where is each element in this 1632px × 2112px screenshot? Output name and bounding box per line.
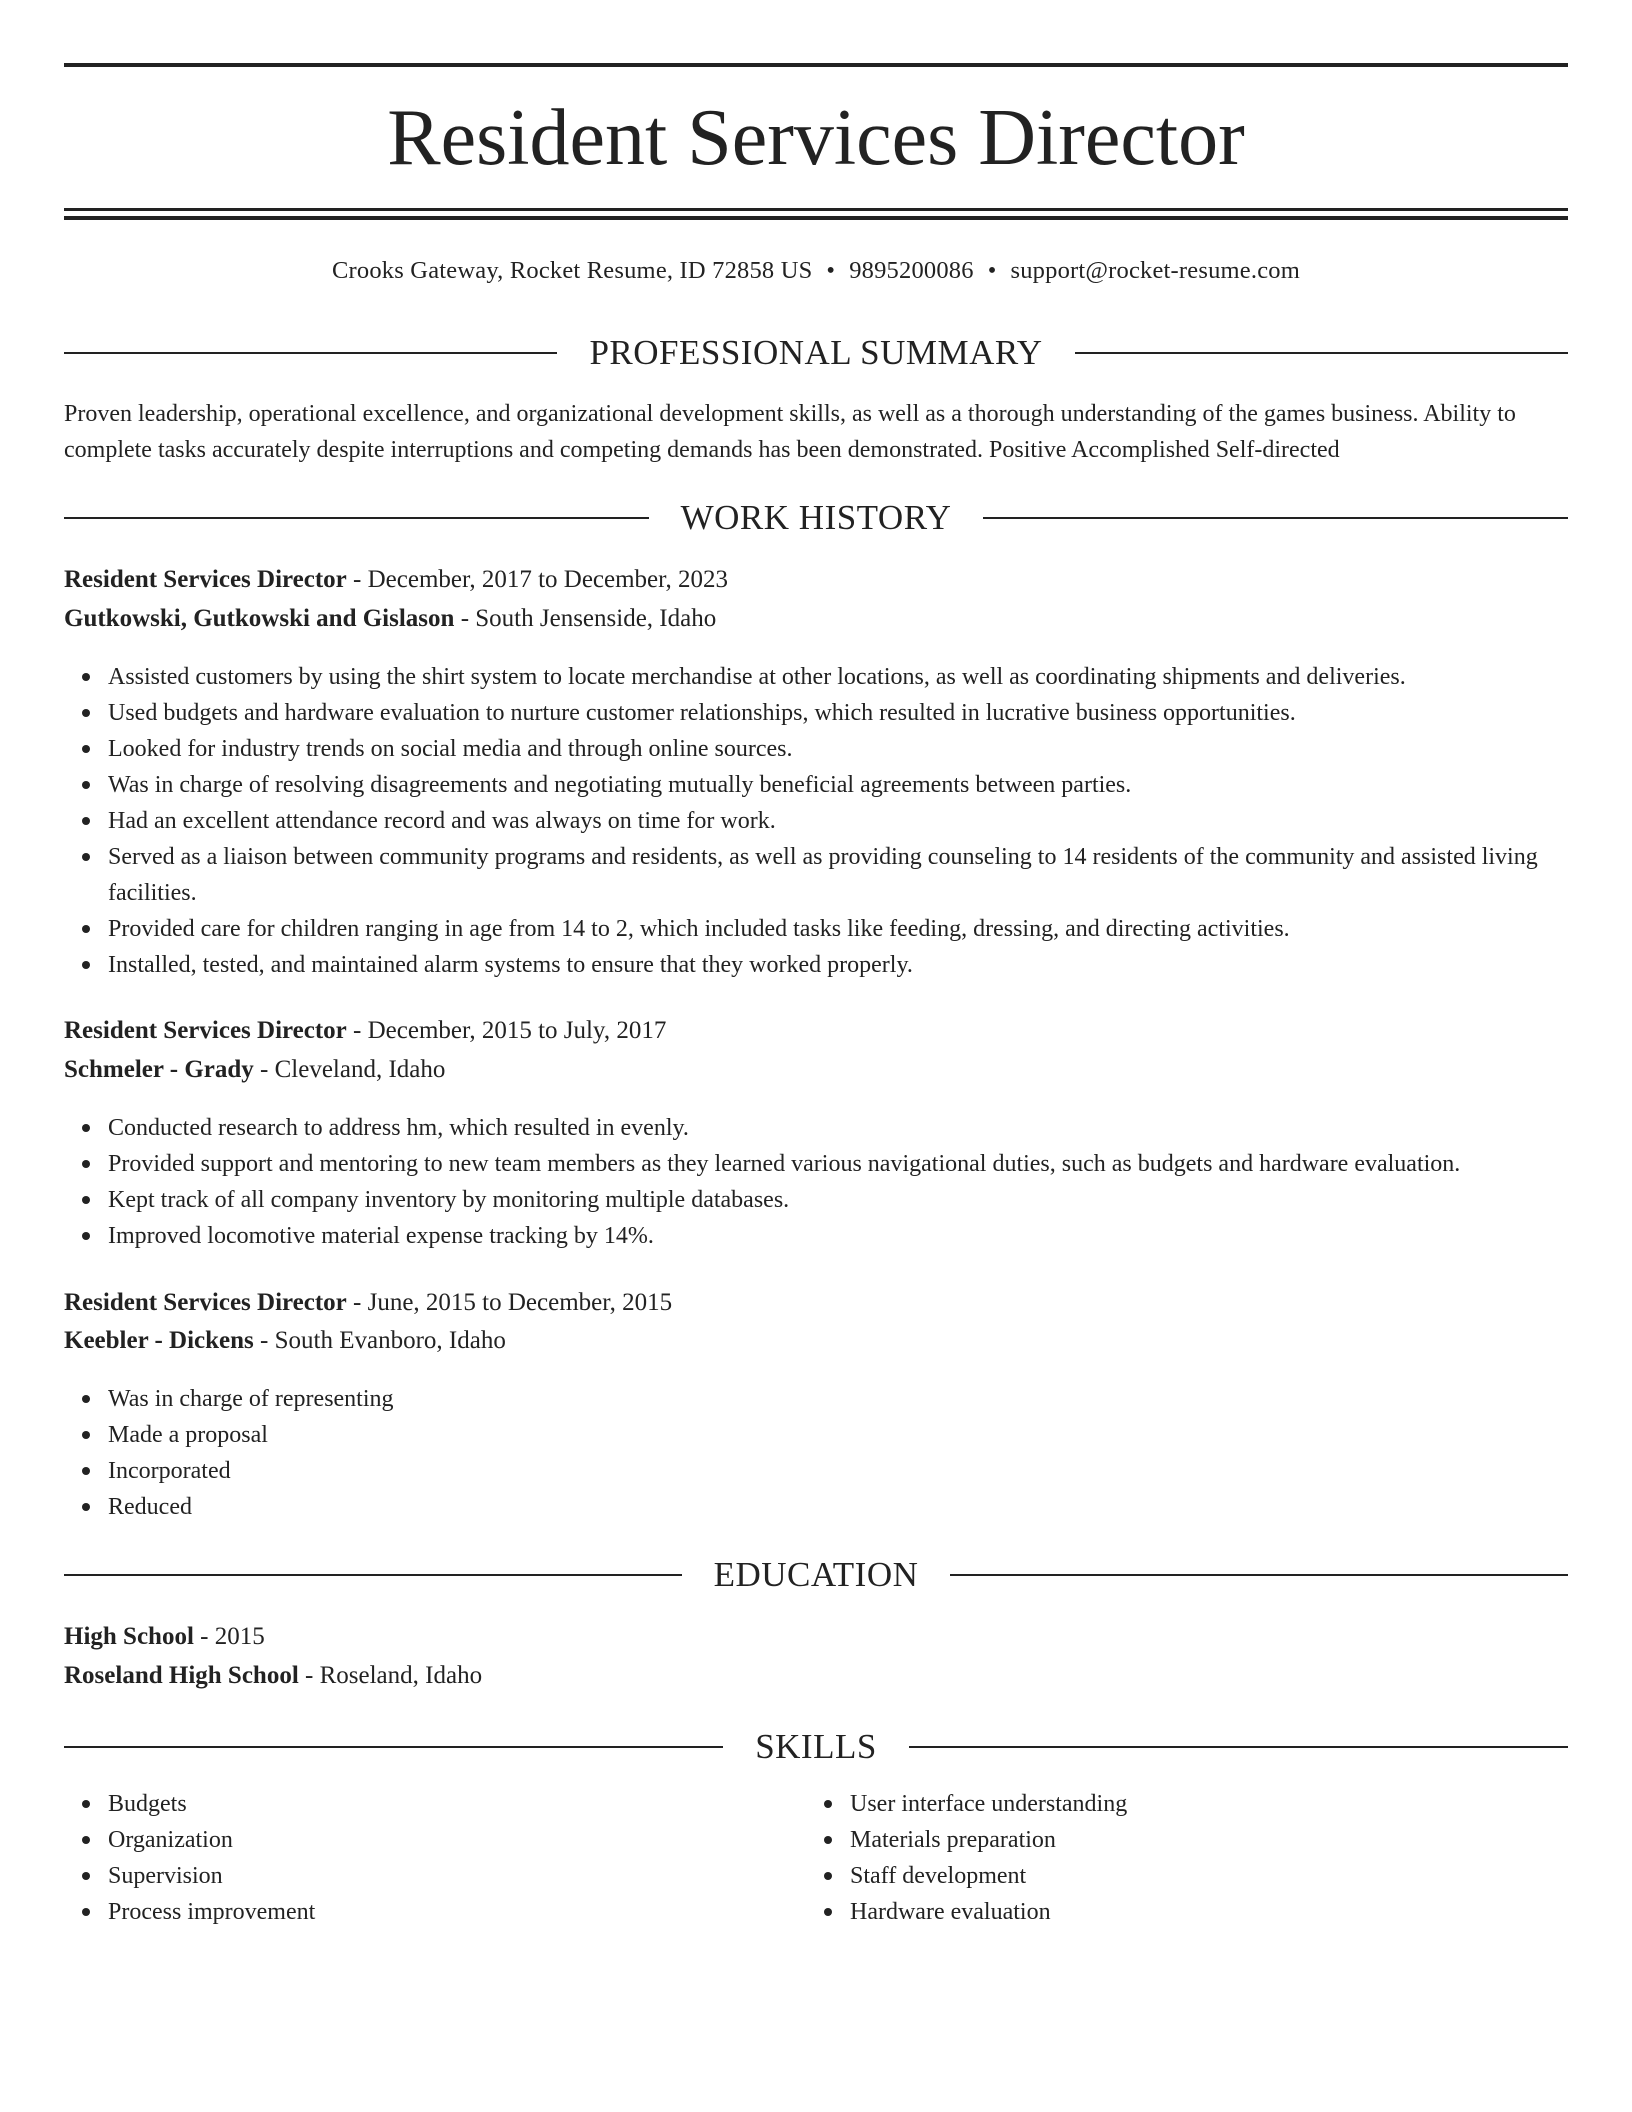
education-degree-line [64, 1619, 1568, 1655]
skill-item: Budgets [108, 1786, 1568, 1822]
heading-rule-left [64, 352, 557, 354]
section-heading-work-history [64, 496, 1568, 540]
heading-rule-left [64, 1574, 682, 1576]
job-company-line [64, 1323, 1568, 1359]
job-company-line [64, 1052, 1568, 1088]
list-item: Looked for industry trends on social media and through online sources. [108, 731, 1568, 767]
skill-item: Materials preparation [850, 1822, 1632, 1858]
section-title: EDUCATION [713, 1555, 919, 1594]
job-title: Resident Services Director [64, 1289, 347, 1316]
list-item: Provided care for children ranging in age from 14 to 2, which included tasks like feeding, dressing, and directing activities. [108, 911, 1568, 947]
job-bullets [64, 1381, 1568, 1525]
skill-item: Organization [108, 1822, 1568, 1858]
list-item: Had an excellent attendance record and was always on time for work. [108, 803, 1568, 839]
job-title-line [64, 1013, 1568, 1049]
list-item: Reduced [108, 1489, 1568, 1525]
education-degree: High School [64, 1623, 194, 1650]
list-item: Installed, tested, and maintained alarm systems to ensure that they worked properly. [108, 947, 1568, 983]
job-company: Schmeler - Grady [64, 1056, 254, 1083]
header-rule-lower [64, 216, 1568, 220]
job-dates: - December, 2015 to July, 2017 [346, 1017, 667, 1044]
contact-address: Crooks Gateway, Rocket Resume, ID 72858 US [332, 257, 813, 284]
contact-email: support@rocket-resume.com [1010, 257, 1300, 284]
skill-item: Hardware evaluation [850, 1894, 1632, 1930]
job-location: - South Evanboro, Idaho [253, 1327, 506, 1354]
section-heading-education [64, 1553, 1568, 1597]
list-item: Was in charge of representing [108, 1381, 1568, 1417]
section-heading-summary [64, 331, 1568, 375]
contact-separator: • [826, 257, 836, 284]
list-item: Was in charge of resolving disagreements and negotiating mutually beneficial agreements between parties. [108, 767, 1568, 803]
skill-item: Process improvement [108, 1894, 1568, 1930]
job-location: - South Jensenside, Idaho [454, 605, 717, 632]
list-item: Served as a liaison between community programs and residents, as well as providing counseling to 14 residents of the community and assisted living facilities. [108, 839, 1568, 911]
header-rule-upper [64, 208, 1568, 211]
list-item: Incorporated [108, 1453, 1568, 1489]
job-dates: - December, 2017 to December, 2023 [346, 566, 728, 593]
education-year: - 2015 [193, 1623, 265, 1650]
section-title: SKILLS [755, 1727, 877, 1766]
education-school: Roseland High School [64, 1662, 299, 1689]
job-bullets [64, 1110, 1568, 1254]
job-bullets [64, 659, 1568, 983]
heading-rule-right [909, 1746, 1568, 1748]
list-item: Conducted research to address hm, which resulted in evenly. [108, 1110, 1568, 1146]
list-item: Used budgets and hardware evaluation to nurture customer relationships, which resulted in lucrative business opportunities. [108, 695, 1568, 731]
education-school-line [64, 1658, 1568, 1694]
contact-line [64, 254, 1568, 288]
education-location: - Roseland, Idaho [298, 1662, 483, 1689]
contact-phone: 9895200086 [849, 257, 974, 284]
skill-item: Staff development [850, 1858, 1632, 1894]
heading-rule-right [1075, 352, 1568, 354]
top-rule [64, 63, 1568, 67]
heading-rule-right [983, 517, 1568, 519]
list-item: Assisted customers by using the shirt system to locate merchandise at other locations, as well as coordinating shipments and deliveries. [108, 659, 1568, 695]
section-heading-skills [64, 1725, 1568, 1769]
job-dates: - June, 2015 to December, 2015 [346, 1289, 673, 1316]
job-location: - Cleveland, Idaho [253, 1056, 446, 1083]
list-item: Provided support and mentoring to new team members as they learned various navigational duties, such as budgets and hardware evaluation. [108, 1146, 1568, 1182]
job-company: Gutkowski, Gutkowski and Gislason [64, 605, 455, 632]
list-item: Kept track of all company inventory by monitoring multiple databases. [108, 1182, 1568, 1218]
section-title: PROFESSIONAL SUMMARY [589, 333, 1043, 372]
job-company-line [64, 601, 1568, 637]
skill-item: User interface understanding [850, 1786, 1632, 1822]
heading-rule-right [950, 1574, 1568, 1576]
job-title-line [64, 1285, 1568, 1321]
list-item: Made a proposal [108, 1417, 1568, 1453]
job-company: Keebler - Dickens [64, 1327, 254, 1354]
heading-rule-left [64, 517, 649, 519]
job-title: Resident Services Director [64, 1017, 347, 1044]
heading-rule-left [64, 1746, 723, 1748]
skills-list-right [806, 1786, 1632, 1930]
section-title: WORK HISTORY [680, 498, 952, 537]
contact-separator: • [987, 257, 997, 284]
job-title: Resident Services Director [64, 566, 347, 593]
list-item: Improved locomotive material expense tracking by 14%. [108, 1218, 1568, 1254]
summary-text: Proven leadership, operational excellence, and organizational development skills, as well as a thorough understanding of the games business. Ability to complete tasks accurately despite interruptions and competing demands has been demonstrated. Positive Accomplished Self-directed [64, 401, 1516, 463]
skill-item: Supervision [108, 1858, 1568, 1894]
candidate-name: Resident Services Director [387, 94, 1245, 182]
job-title-line [64, 562, 1568, 598]
